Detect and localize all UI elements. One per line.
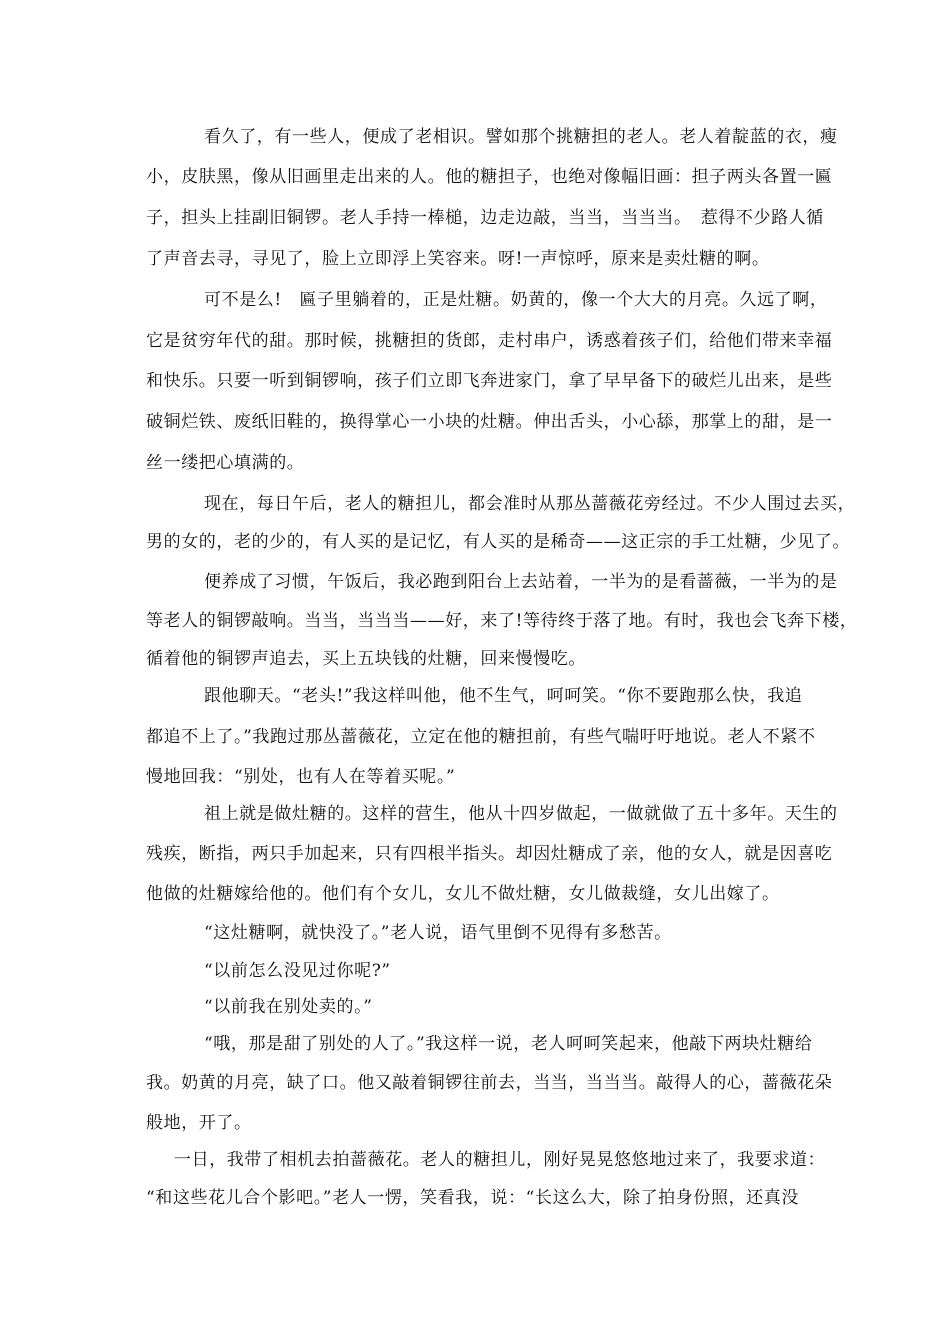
- text-line: 等老人的铜锣敲响。当当，当当当——好，来了!等待终于落了地。有时，我也会飞奔下楼，: [146, 611, 858, 631]
- text-line: 便养成了习惯，午饭后，我必跑到阳台上去站着，一半为的是看蔷薇，一半为的是: [204, 572, 838, 592]
- text-line: 它是贫穷年代的甜。那时候，挑糖担的货郎，走村串户，诱惑着孩子们，给他们带来幸福: [146, 331, 833, 351]
- text-line: 小，皮肤黑，像从旧画里走出来的人。他的糖担子，也绝对像幅旧画：担子两头各置一匾: [146, 167, 833, 187]
- text-line: 了声音去寻，寻见了，脸上立即浮上笑容来。呀!一声惊呼，原来是卖灶糖的啊。: [146, 249, 770, 269]
- text-line: 残疾，断指，两只手加起来，只有四根半指头。却因灶糖成了亲，他的女人，就是因喜吃: [146, 844, 833, 864]
- text-line: 我。奶黄的月亮，缺了口。他又敲着铜锣往前去，当当，当当当。敲得人的心，蔷薇花朵: [146, 1073, 833, 1093]
- text-line: 子，担头上挂副旧铜锣。老人手持一棒槌，边走边敲，当当，当当当。 惹得不少路人循: [146, 208, 824, 228]
- text-line: 都追不上了。”我跑过那丛蔷薇花，立定在他的糖担前，有些气喘吁吁地说。老人不紧不: [146, 727, 816, 747]
- text-line: 丝一缕把心填满的。: [146, 453, 305, 473]
- text-line: “这灶糖啊，就快没了。”老人说，语气里倒不见得有多愁苦。: [204, 923, 672, 943]
- text-line: 看久了，有一些人，便成了老相识。譬如那个挑糖担的老人。老人着靛蓝的衣，瘦: [204, 127, 838, 147]
- text-line: 般地，开了。: [146, 1113, 252, 1133]
- text-line: 男的女的，老的少的，有人买的是记忆，有人买的是稀奇——这正宗的手工灶糖，少见了。: [146, 532, 850, 552]
- text-line: 破铜烂铁、废纸旧鞋的，换得掌心一小块的灶糖。伸出舌头，小心舔，那掌上的甜，是一: [146, 412, 833, 432]
- text-line: 跟他聊天。“老头!”我这样叫他，他不生气，呵呵笑。“你不要跑那么快，我追: [204, 686, 803, 706]
- text-line: “以前我在别处卖的。”: [204, 997, 373, 1017]
- text-line: “和这些花儿合个影吧。”老人一愣，笑看我，说：“长这么大，除了拍身份照，还真没: [146, 1188, 799, 1208]
- text-line: 祖上就是做灶糖的。这样的营生，他从十四岁做起，一做就做了五十多年。天生的: [204, 804, 838, 824]
- text-line: 可不是么! 匾子里躺着的，正是灶糖。奶黄的，像一个大大的月亮。久远了啊，: [204, 290, 828, 310]
- text-line: 一日，我带了相机去拍蔷薇花。老人的糖担儿，刚好晃晃悠悠地过来了，我要求道：: [174, 1150, 826, 1170]
- text-line: 和快乐。只要一听到铜锣响，孩子们立即飞奔进家门，拿了早早备下的破烂儿出来，是些: [146, 371, 833, 391]
- text-line: 循着他的铜锣声追去，买上五块钱的灶糖，回来慢慢吃。: [146, 649, 586, 669]
- text-line: “以前怎么没见过你呢?”: [204, 961, 391, 981]
- text-line: 慢地回我：“别处，也有人在等着买呢。”: [146, 767, 456, 787]
- text-line: 现在，每日午后，老人的糖担儿，都会准时从那丛蔷薇花旁经过。不少人围过去买，: [204, 494, 856, 514]
- text-line: “哦，那是甜了别处的人了。”我这样一说，老人呵呵笑起来，他敲下两块灶糖给: [204, 1034, 813, 1054]
- text-line: 他做的灶糖嫁给他的。他们有个女儿，女儿不做灶糖，女儿做裁缝，女儿出嫁了。: [146, 884, 780, 904]
